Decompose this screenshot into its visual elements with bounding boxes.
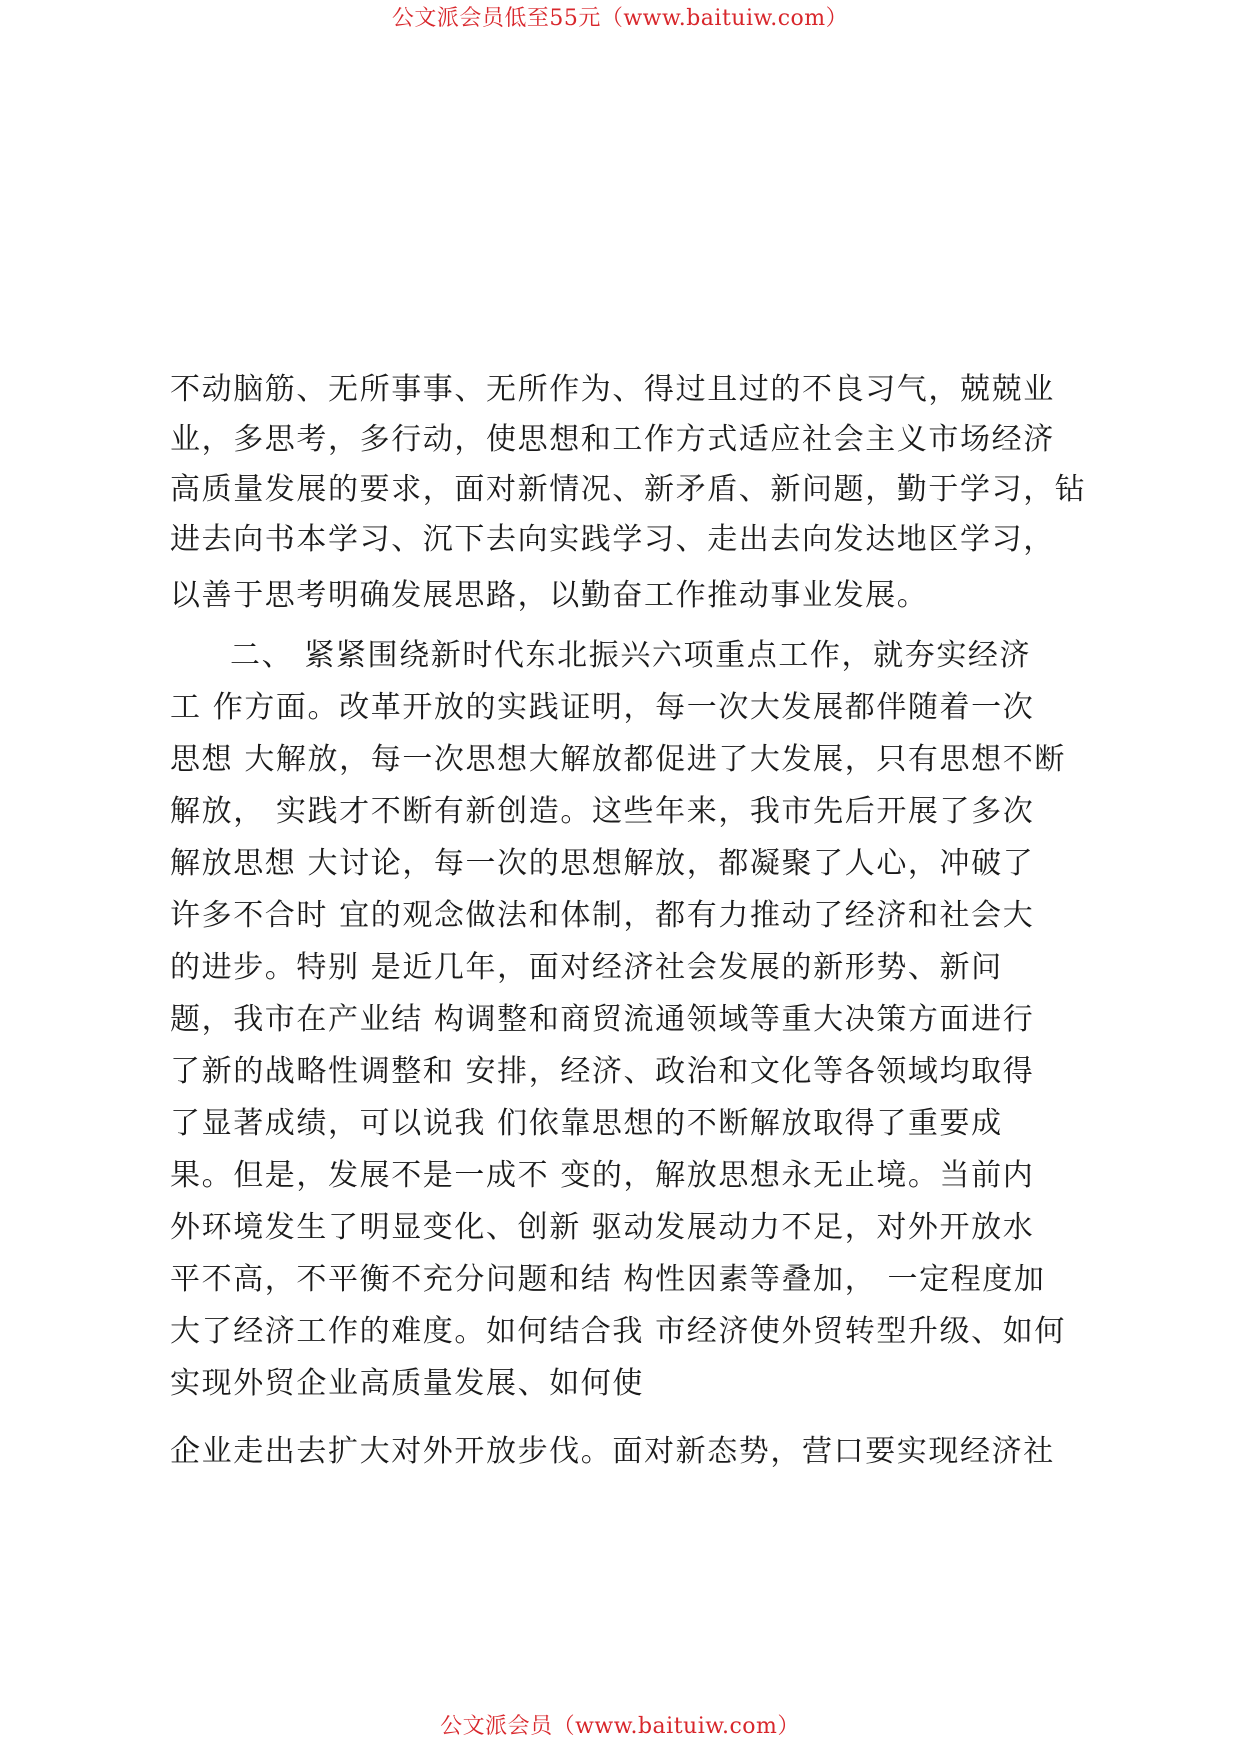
body-line: 企业走出去扩大对外开放步伐。面对新态势，营口要实现经济社: [170, 1434, 1055, 1469]
body-line: 解放， 实践才不断有新创造。这些年来，我市先后开展了多次: [170, 794, 1035, 829]
body-line: 平不高，不平衡不充分问题和结 构性因素等叠加， 一定程度加: [170, 1262, 1046, 1297]
header-watermark-banner: 公文派会员低至55元（www.baituiw.com）: [391, 6, 849, 31]
body-line: 业，多思考，多行动，使思想和工作方式适应社会主义市场经济: [170, 422, 1055, 457]
body-line: 许多不合时 宜的观念做法和体制，都有力推动了经济和社会大: [170, 898, 1035, 933]
body-line: 实现外贸企业高质量发展、如何使: [170, 1366, 644, 1401]
body-line: 的进步。特别 是近几年，面对经济社会发展的新形势、新问: [170, 950, 1003, 985]
body-line: 了新的战略性调整和 安排，经济、政治和文化等各领域均取得: [170, 1054, 1035, 1089]
body-line: 大了经济工作的难度。如何结合我 市经济使外贸转型升级、如何: [170, 1314, 1066, 1349]
body-line: 进去向书本学习、沉下去向实践学习、走出去向发达地区学习，: [170, 522, 1055, 557]
body-line: 题，我市在产业结 构调整和商贸流通领域等重大决策方面进行: [170, 1002, 1035, 1037]
body-line: 外环境发生了明显变化、创新 驱动发展动力不足，对外开放水: [170, 1210, 1035, 1245]
body-line: 思想 大解放，每一次思想大解放都促进了大发展，只有思想不断: [170, 742, 1066, 777]
body-line: 高质量发展的要求，面对新情况、新矛盾、新问题，勤于学习，钻: [170, 472, 1087, 507]
section-heading-line: 二、 紧紧围绕新时代东北振兴六项重点工作，就夯实经济: [230, 638, 1032, 673]
body-line: 果。但是，发展不是一成不 变的，解放思想永无止境。当前内: [170, 1158, 1035, 1193]
body-line: 工 作方面。改革开放的实践证明，每一次大发展都伴随着一次: [170, 690, 1035, 725]
body-line: 了显著成绩，可以说我 们依靠思想的不断解放取得了重要成: [170, 1106, 1003, 1141]
footer-watermark-banner: 公文派会员（www.baituiw.com）: [440, 1714, 800, 1739]
body-line: 以善于思考明确发展思路，以勤奋工作推动事业发展。: [170, 578, 929, 613]
body-line: 不动脑筋、无所事事、无所作为、得过且过的不良习气，兢兢业: [170, 372, 1055, 407]
body-line: 解放思想 大讨论，每一次的思想解放，都凝聚了人心，冲破了: [170, 846, 1035, 881]
